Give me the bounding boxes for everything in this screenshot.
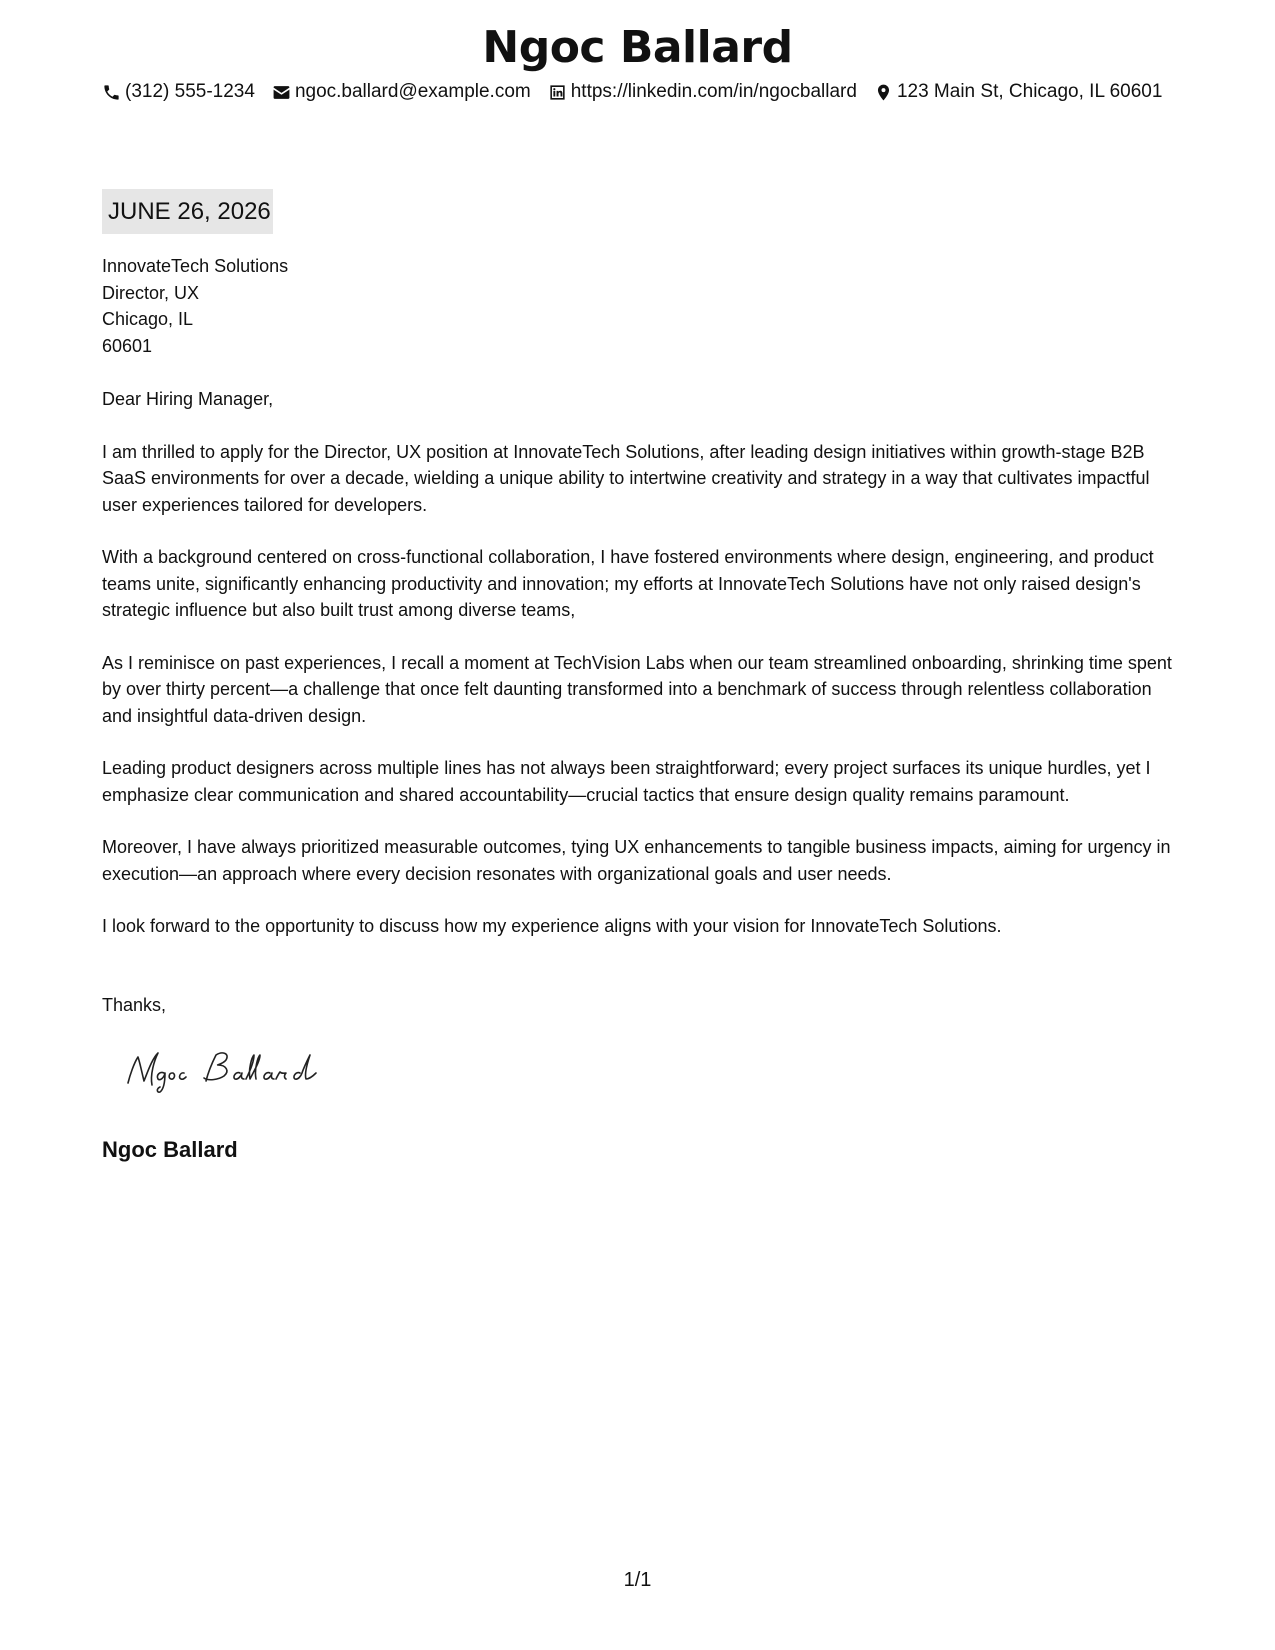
linkedin-text: https://linkedin.com/in/ngocballard [570, 81, 857, 102]
closing: Thanks, [102, 995, 167, 1015]
recipient-company: InnovateTech Solutions [102, 256, 289, 276]
email-text: ngoc.ballard@example.com [294, 81, 531, 102]
letter-paragraph: Moreover, I have always prioritized measurable outcomes, tying UX enhancements to tangible business impacts, aiming for urgency in execution—an approach where every decision resonates with organizational goals and user needs. [102, 837, 1171, 884]
page-number: 1/1 [623, 1569, 652, 1591]
phone-text: (312) 555-1234 [125, 81, 255, 102]
recipient-block [102, 253, 288, 359]
envelope-icon [272, 83, 291, 102]
contact-address [874, 79, 1162, 105]
map-pin-icon [874, 83, 893, 102]
contact-email [272, 79, 531, 105]
signed-name: Ngoc Ballard [102, 1137, 238, 1162]
letter-paragraph: I look forward to the opportunity to discuss how my experience aligns with your vision for InnovateTech Solutions. [102, 916, 1002, 936]
contact-info [102, 79, 1182, 105]
letter-paragraph: Leading product designers across multiple lines has not always been straightforward; every project surfaces its unique hurdles, yet I emphasize clear communication and shared accountability—crucial tactics that ensure design quality remains paramount. [102, 758, 1151, 805]
recipient-zip: 60601 [102, 335, 153, 356]
contact-linkedin [548, 79, 857, 105]
letter-paragraph: As I reminisce on past experiences, I recall a moment at TechVision Labs when our team streamlined onboarding, shrinking time spent by over thirty percent—a challenge that once felt daunting transformed into a benchmark of success through relentless collaboration and insightful data-driven design. [102, 652, 1172, 726]
letter-paragraph: With a background centered on cross-functional collaboration, I have fostered environments where design, engineering, and product teams unite, significantly enhancing productivity and innovation; my efforts at InnovateTech Solutions have not only raised design's strategic influence but also built trust among diverse teams, [102, 547, 1154, 620]
signature-image [120, 1045, 350, 1095]
salutation: Dear Hiring Manager, [102, 389, 274, 409]
linkedin-icon [548, 83, 567, 102]
contact-phone [102, 79, 255, 105]
recipient-city: Chicago, IL [102, 309, 194, 329]
letter-body [102, 386, 1177, 966]
address-text: 123 Main St, Chicago, IL 60601 [896, 81, 1163, 102]
letter-paragraph: I am thrilled to apply for the Director, UX position at InnovateTech Solutions, after leading design initiatives within growth-stage B2B SaaS environments for over a decade, wielding a unique ability to intertwine creativity and strategy in a way that cultivates impactful user experiences tailored for developers. [102, 441, 1150, 515]
recipient-role: Director, UX [102, 282, 200, 303]
phone-icon [102, 83, 121, 102]
letter-date: JUNE 26, 2026 [102, 189, 273, 234]
page-title: Ngoc Ballard [482, 22, 793, 73]
